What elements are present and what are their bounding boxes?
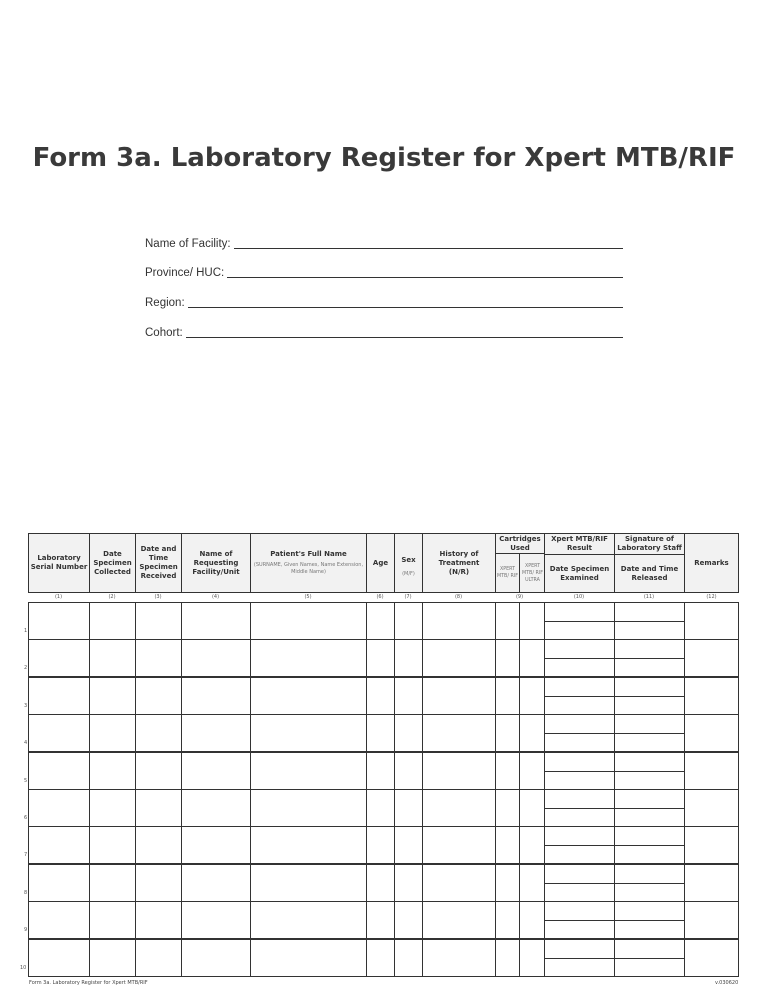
col-requesting-facility: Name of Requesting Facility/Unit — [182, 534, 251, 592]
row-number: 2 — [24, 665, 28, 671]
table-row[interactable] — [28, 602, 739, 640]
table-row[interactable] — [28, 901, 739, 939]
facility-line[interactable] — [234, 246, 623, 249]
register-grid — [28, 602, 739, 976]
colnum: (9) — [515, 594, 524, 600]
colnum: (12) — [706, 594, 717, 600]
row-number: 6 — [24, 815, 28, 821]
colnum: (8) — [454, 594, 463, 600]
col-patient-name: Patient's Full Name (SURNAME, Given Names, Name Extension, Middle Name) — [251, 534, 367, 592]
colnum: (2) — [108, 594, 116, 600]
cohort-field[interactable] — [145, 323, 623, 339]
colnum: (3) — [154, 594, 162, 600]
column-numbers — [28, 594, 739, 602]
table-row[interactable] — [28, 677, 739, 715]
footer-form-name: Form 3a. Laboratory Register for Xpert MTB/RIF — [29, 980, 148, 986]
row-number: 1 — [24, 628, 28, 634]
colnum: (1) — [54, 594, 63, 600]
colnum: (4) — [211, 594, 220, 600]
table-row[interactable] — [28, 939, 739, 977]
footer-version: v.030620 — [715, 980, 739, 986]
facility-field[interactable] — [145, 234, 623, 250]
cartridge-ultra: XPERT MTB/ RIF ULTRA — [521, 563, 543, 583]
table-row[interactable] — [28, 639, 739, 677]
facility-label: Name of Facility: — [145, 238, 231, 250]
patient-name-hint: (SURNAME, Given Names, Name Extension, Middle Name) — [253, 562, 364, 575]
table-row[interactable] — [28, 752, 739, 790]
register-header — [28, 533, 739, 593]
col-result: Xpert MTB/RIF Result Date Specimen Examined — [545, 534, 615, 592]
region-label: Region: — [145, 297, 185, 309]
form-title: Form 3a. Laboratory Register for Xpert MTB/RIF — [32, 143, 736, 173]
table-row[interactable] — [28, 714, 739, 752]
table-row[interactable] — [28, 789, 739, 827]
region-line[interactable] — [188, 305, 623, 308]
cartridge-xpert: XPERT MTB/ RIF — [496, 567, 518, 579]
colnum: (5) — [304, 594, 312, 600]
colnum: (11) — [643, 594, 655, 600]
col-remarks: Remarks — [694, 558, 729, 567]
colnum: (6) — [376, 594, 384, 600]
table-row[interactable] — [28, 864, 739, 902]
colnum: (7) — [404, 594, 412, 600]
col-date-collected: Date Specimen Collected — [90, 534, 136, 592]
colnum: (10) — [573, 594, 585, 600]
cohort-label: Cohort: — [145, 327, 183, 339]
sex-hint: (M/F) — [402, 571, 415, 577]
row-number: 3 — [24, 703, 28, 709]
col-sex: Sex (M/F) — [395, 534, 423, 592]
row-number: 5 — [24, 778, 28, 784]
col-cartridges: Cartridges Used XPERT MTB/ RIF XPERT MTB/ RIF ULTRA — [496, 534, 545, 592]
row-number: 7 — [24, 852, 28, 858]
row-number: 10 — [20, 965, 27, 971]
cohort-line[interactable] — [186, 335, 623, 338]
col-signature: Signature of Laboratory Staff Date and Time Released — [615, 534, 685, 592]
row-number: 4 — [24, 740, 28, 746]
row-number: 9 — [24, 927, 28, 933]
province-line[interactable] — [227, 275, 623, 278]
col-lab-serial: Laboratory Serial Number — [29, 534, 90, 592]
col-history: History of Treatment (N/R) — [423, 534, 496, 592]
region-field[interactable] — [145, 293, 623, 309]
table-row[interactable] — [28, 826, 739, 864]
row-number: 8 — [24, 890, 28, 896]
col-age: Age — [367, 534, 395, 592]
col-date-received: Date and Time Specimen Received — [136, 534, 182, 592]
province-label: Province/ HUC: — [145, 267, 225, 279]
province-field[interactable] — [145, 263, 623, 279]
